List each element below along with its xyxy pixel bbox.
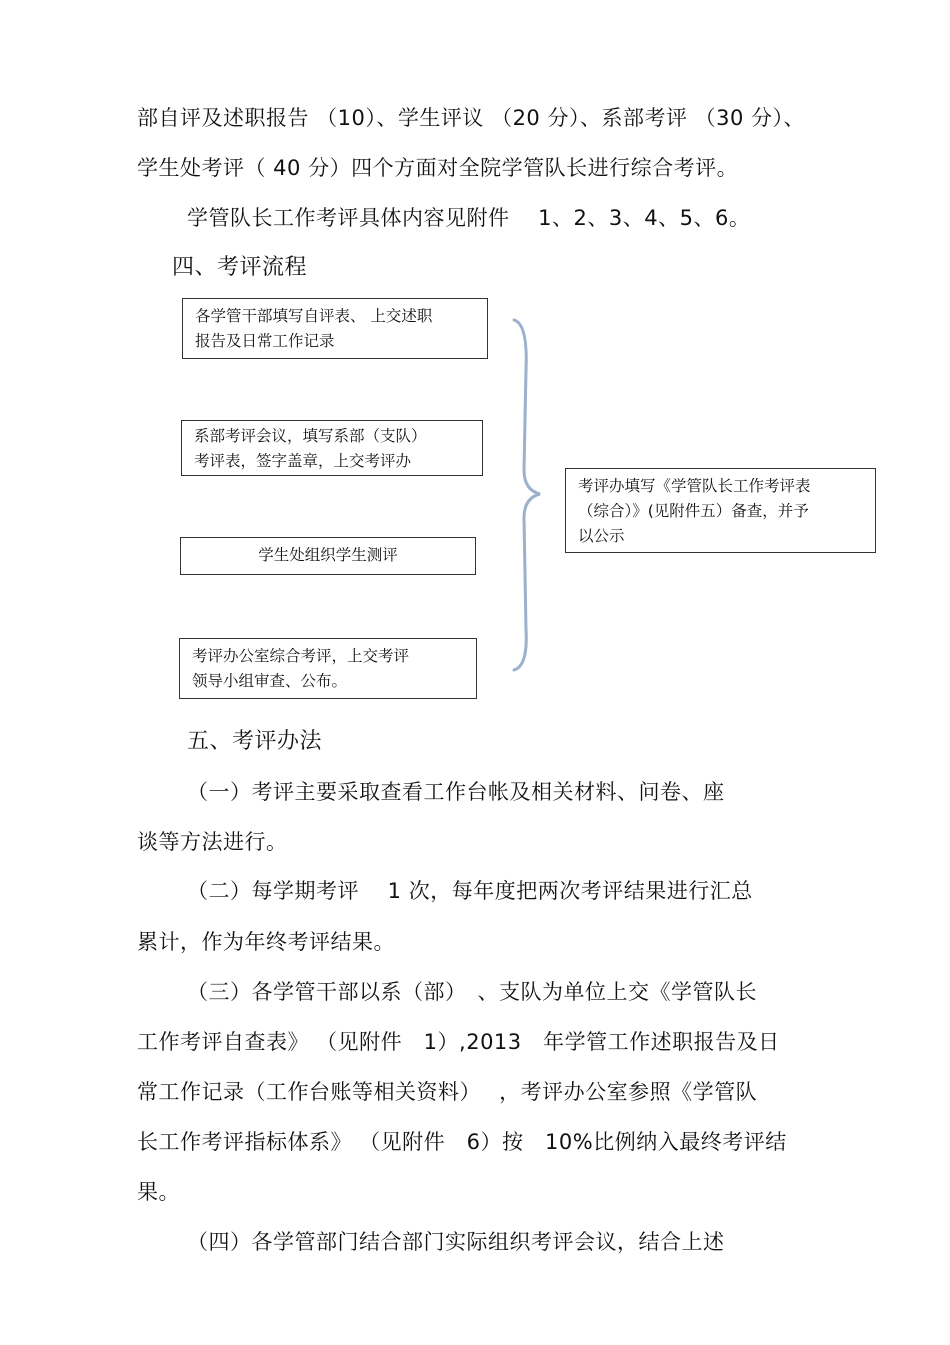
flow-box-text: 报告及日常工作记录 <box>195 332 335 350</box>
paragraph-line: （二）每学期考评 1 次，每年度把两次考评结果进行汇总 <box>187 879 753 903</box>
paragraph-line: （一）考评主要采取查看工作台帐及相关材料、问卷、座 <box>187 780 725 804</box>
paragraph-line: 果。 <box>137 1180 180 1204</box>
flow-box-office-review <box>179 638 477 699</box>
paragraph-line: 谈等方法进行。 <box>137 830 288 854</box>
flow-box-text: 学生处组织学生测评 <box>258 546 398 564</box>
flow-box-student-survey <box>180 537 476 575</box>
flow-box-text: 系部考评会议，填写系部（支队） <box>194 427 427 445</box>
section-heading: 五、考评办法 <box>187 729 323 754</box>
paragraph-line: （四）各学管部门结合部门实际组织考评会议，结合上述 <box>187 1230 725 1254</box>
curly-brace-connector <box>500 310 560 680</box>
paragraph-line: 工作考评自查表》 （见附件 1）,2013 年学管工作述职报告及日 <box>137 1030 780 1054</box>
flow-box-department-review <box>181 420 483 476</box>
flow-box-self-evaluation <box>182 298 488 359</box>
flow-box-text: （综合）》(见附件五）备查，并予 <box>578 502 809 520</box>
flow-box-text: 以公示 <box>578 527 625 545</box>
paragraph-line: （三）各学管干部以系（部） 、支队为单位上交《学管队长 <box>187 980 757 1004</box>
flow-box-result <box>565 468 876 553</box>
paragraph-line: 累计，作为年终考评结果。 <box>137 930 395 954</box>
flow-box-text: 考评办公室综合考评，上交考评 <box>192 647 410 665</box>
paragraph-line: 学管队长工作考评具体内容见附件 1、2、3、4、5、6。 <box>187 206 751 230</box>
flow-box-text: 考评办填写《学管队长工作考评表 <box>578 477 811 495</box>
paragraph-line: 学生处考评（ 40 分）四个方面对全院学管队长进行综合考评。 <box>137 156 739 180</box>
flow-box-text: 各学管干部填写自评表、 上交述职 <box>195 307 433 325</box>
paragraph-line: 常工作记录（工作台账等相关资料） ，考评办公室参照《学管队 <box>137 1080 758 1104</box>
section-heading: 四、考评流程 <box>172 255 308 280</box>
flow-box-text: 领导小组审查、公布。 <box>192 672 348 690</box>
paragraph-line: 长工作考评指标体系》 （见附件 6）按 10%比例纳入最终考评结 <box>137 1130 787 1154</box>
paragraph-line: 部自评及述职报告 （10）、学生评议 （20 分）、系部考评 （30 分）、 <box>137 106 806 130</box>
flow-box-text: 考评表，签字盖章，上交考评办 <box>194 452 412 470</box>
